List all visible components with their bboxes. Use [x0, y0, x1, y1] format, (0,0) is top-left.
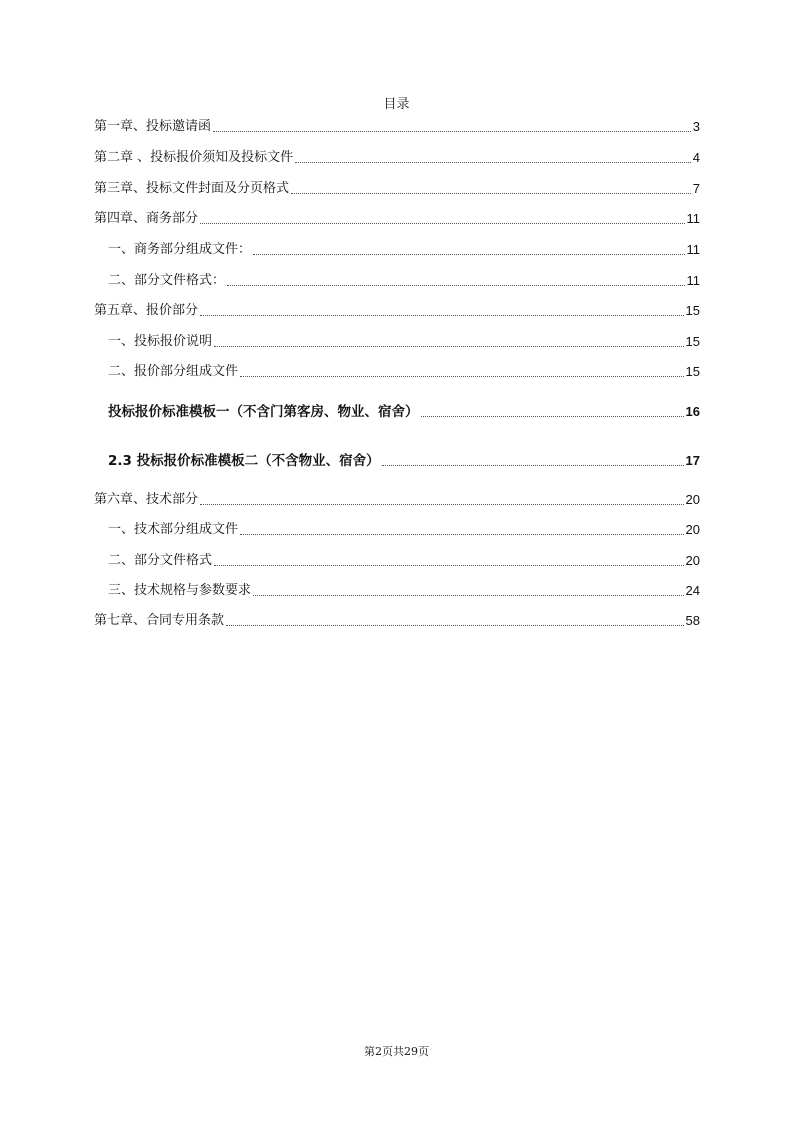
- toc-entry-chapter-4[interactable]: [94, 210, 700, 228]
- page-footer-indicator: 第2页共29页: [364, 1045, 429, 1058]
- toc-entry-page: 7: [692, 181, 700, 196]
- toc-dot-leader: [382, 464, 684, 466]
- toc-entry-page: 20: [685, 492, 700, 507]
- toc-entry-label: 三、技术规格与参数要求: [108, 583, 252, 598]
- toc-entry-chapter-2[interactable]: [94, 149, 700, 167]
- toc-entry-label: 二、部分文件格式: [108, 553, 213, 568]
- toc-dot-leader: [253, 253, 684, 255]
- toc-dot-leader: [240, 375, 684, 377]
- toc-entry-label: 第一章、投标邀请函: [94, 119, 212, 134]
- toc-entry-page: 3: [692, 119, 700, 134]
- toc-entry-page: 11: [686, 211, 700, 226]
- toc-entry-template-2[interactable]: [108, 452, 700, 470]
- toc-entry-page: 20: [685, 522, 700, 537]
- toc-entry-chapter-3[interactable]: [94, 180, 700, 198]
- toc-dot-leader: [253, 594, 684, 596]
- toc-entry-section-6-3[interactable]: [108, 582, 700, 600]
- toc-entry-chapter-6[interactable]: [94, 491, 700, 509]
- toc-entry-page: 24: [685, 583, 700, 598]
- toc-dot-leader: [226, 624, 684, 626]
- toc-entry-section-4-1[interactable]: [108, 241, 700, 259]
- toc-dot-leader: [200, 503, 684, 505]
- toc-dot-leader: [291, 192, 691, 194]
- toc-entry-page: 17: [685, 453, 700, 468]
- toc-entry-page: 15: [685, 364, 700, 379]
- toc-entry-section-4-2[interactable]: [108, 272, 700, 290]
- toc-entry-label: 第三章、投标文件封面及分页格式: [94, 181, 290, 196]
- toc-entry-chapter-7[interactable]: [94, 612, 700, 630]
- toc-entry-page: 58: [685, 613, 700, 628]
- toc-entry-label: 第七章、合同专用条款: [94, 613, 225, 628]
- toc-entry-chapter-1[interactable]: [94, 118, 700, 136]
- toc-entry-label: 第四章、商务部分: [94, 211, 199, 226]
- toc-entry-page: 11: [686, 273, 700, 288]
- toc-title: 目录: [383, 97, 410, 112]
- toc-entry-chapter-5[interactable]: [94, 302, 700, 320]
- toc-dot-leader: [421, 415, 684, 417]
- toc-entry-label: 一、技术部分组成文件: [108, 522, 239, 537]
- toc-entry-section-5-1[interactable]: [108, 333, 700, 351]
- toc-entry-label: 一、投标报价说明: [108, 334, 213, 349]
- toc-entry-label: 2.3 投标报价标准模板二（不含物业、宿舍）: [108, 453, 380, 469]
- toc-dot-leader: [200, 222, 684, 224]
- toc-entry-template-1[interactable]: [108, 403, 700, 421]
- toc-entry-section-6-1[interactable]: [108, 521, 700, 539]
- toc-entry-page: 15: [685, 303, 700, 318]
- toc-entry-page: 4: [692, 150, 700, 165]
- toc-dot-leader: [214, 345, 684, 347]
- toc-entry-section-5-2[interactable]: [108, 363, 700, 381]
- toc-dot-leader: [200, 314, 684, 316]
- toc-entry-label: 一、商务部分组成文件：: [108, 242, 252, 257]
- toc-entry-page: 20: [685, 553, 700, 568]
- toc-dot-leader: [227, 284, 684, 286]
- toc-dot-leader: [240, 533, 684, 535]
- toc-entry-label: 第二章 、投标报价须知及投标文件: [94, 150, 294, 165]
- toc-entry-label: 第五章、报价部分: [94, 303, 199, 318]
- toc-entry-page: 15: [685, 334, 700, 349]
- toc-dot-leader: [214, 564, 684, 566]
- toc-dot-leader: [213, 130, 691, 132]
- toc-entry-section-6-2[interactable]: [108, 552, 700, 570]
- toc-dot-leader: [295, 161, 691, 163]
- toc-entry-label: 第六章、技术部分: [94, 492, 199, 507]
- toc-entry-page: 16: [685, 404, 700, 419]
- toc-entry-page: 11: [686, 242, 700, 257]
- toc-entry-label: 投标报价标准模板一（不含门第客房、物业、宿舍）: [108, 404, 419, 420]
- toc-entry-label: 二、部分文件格式：: [108, 273, 226, 288]
- toc-entry-label: 二、报价部分组成文件: [108, 364, 239, 379]
